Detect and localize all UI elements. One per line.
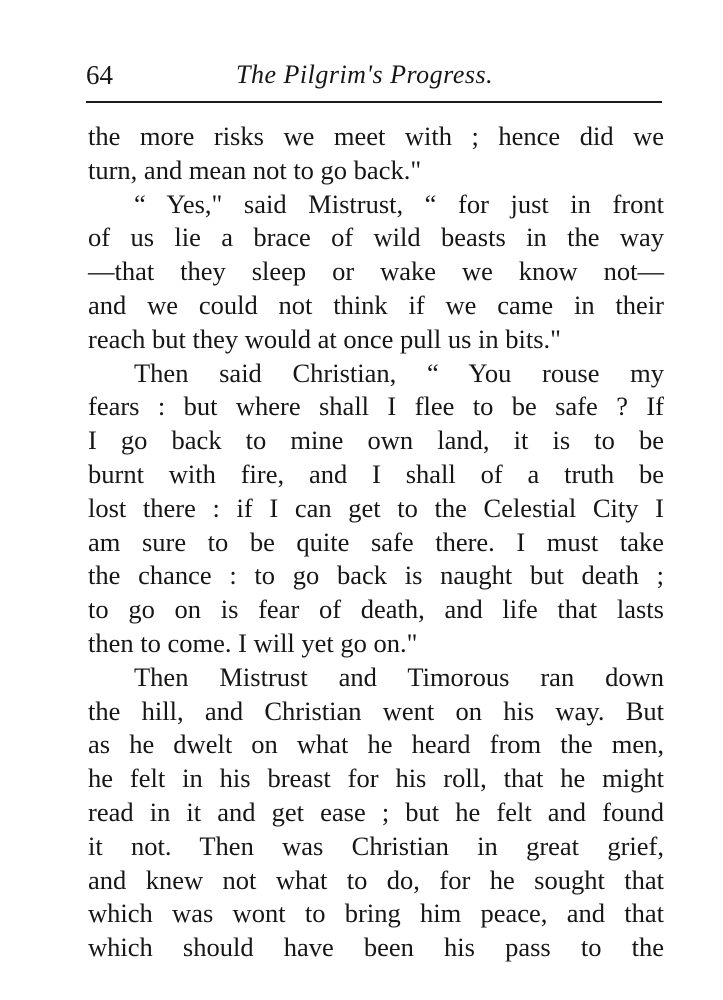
text-line: Then said Christian, “ You rouse my: [134, 357, 664, 388]
text-line: read in it and get ease ; but he felt and found: [88, 796, 664, 827]
text-line: reach but they would at once pull us in bits.": [88, 323, 562, 354]
text-line: the hill, and Christian went on his way. But: [88, 695, 664, 726]
text-line: Then Mistrust and Timorous ran down: [134, 661, 664, 692]
text-line: which should have been his pass to the: [88, 932, 664, 963]
text-line: burnt with fire, and I shall of a truth be: [88, 458, 664, 489]
running-head: [86, 57, 662, 93]
text-line: lost there : if I can get to the Celestial City I: [88, 492, 664, 523]
page-number: 64: [86, 60, 113, 90]
text-line: he felt in his breast for his roll, that he might: [88, 763, 664, 794]
text-line: as he dwelt on what he heard from the men,: [88, 729, 664, 760]
text-line: am sure to be quite safe there. I must take: [88, 526, 664, 557]
text-line: the chance : to go back is naught but death ;: [88, 560, 664, 591]
text-line: and knew not what to do, for he sought that: [88, 864, 664, 895]
body-text: [88, 120, 664, 965]
text-line: it not. Then was Christian in great grief,: [88, 830, 664, 861]
text-line: and we could not think if we came in their: [88, 289, 664, 320]
text-line: the more risks we meet with ; hence did we: [88, 121, 664, 151]
running-title: The Pilgrim's Progress.: [236, 60, 494, 89]
text-line: —that they sleep or wake we know not—: [88, 256, 664, 287]
text-line: I go back to mine own land, it is to be: [88, 425, 664, 456]
text-line: fears : but where shall I flee to be safe ? If: [88, 391, 664, 422]
text-line: turn, and mean not to go back.": [88, 154, 422, 185]
header-rule: [86, 101, 662, 103]
text-line: of us lie a brace of wild beasts in the way: [88, 222, 664, 253]
text-line: then to come. I will yet go on.": [88, 627, 418, 658]
text-line: which was wont to bring him peace, and that: [88, 898, 664, 929]
text-line: to go on is fear of death, and life that lasts: [88, 594, 664, 625]
text-line: “ Yes," said Mistrust, “ for just in front: [134, 188, 664, 219]
